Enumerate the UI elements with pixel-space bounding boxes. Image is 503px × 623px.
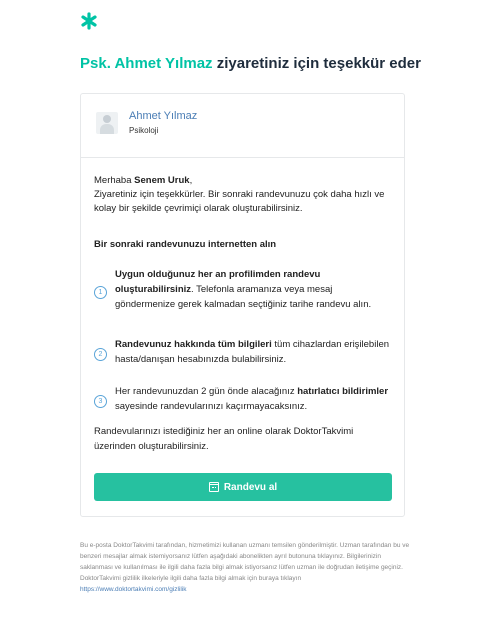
email-card xyxy=(80,93,405,517)
book-appointment-label: Randevu al xyxy=(223,481,278,493)
greeting-comma: , xyxy=(189,175,193,186)
step-bold: hatırlatıcı bildirimler xyxy=(297,386,389,397)
doctor-name-link[interactable]: Ahmet Yılmaz xyxy=(129,110,198,122)
privacy-link[interactable]: https://www.doktortakvimi.com/gizlilik xyxy=(80,586,187,593)
step-text: tüm cihazlardan erişilebilen hasta/danışan hesabınızda bulabilirsiniz. xyxy=(115,339,390,365)
step-text: . Telefonla aramanıza veya mesaj göndermenize gerek kalmadan seçtiğiniz tarihe randevu alın. xyxy=(115,284,372,310)
step-text: sayesinde randevularınızı kaçırmayacaksınız. xyxy=(115,401,308,412)
footer-disclaimer xyxy=(80,540,410,595)
step-number-icon: 3 xyxy=(94,395,107,408)
headline-text: ziyaretiniz için teşekkür eder xyxy=(212,55,421,72)
greeting-hello: Merhaba xyxy=(94,175,135,186)
calendar-icon xyxy=(209,482,219,492)
doctor-header xyxy=(81,94,404,158)
headline-doctor-name: Psk. Ahmet Yılmaz xyxy=(80,55,213,72)
step-number-icon: 2 xyxy=(94,348,107,361)
greeting-block xyxy=(94,174,396,216)
step-bold: Uygun olduğunuz her an profilimden randevu oluşturabilirsiniz xyxy=(115,269,321,295)
doctor-specialty: Psikoloji xyxy=(129,126,159,135)
closing-text: Randevularınızı istediğiniz her an online olarak DoktorTakvimi üzerinden oluşturabilirsiniz. xyxy=(94,426,354,452)
patient-name: Senem Uruk xyxy=(134,175,190,186)
step-bold: Randevunuz hakkında tüm bilgileri xyxy=(115,339,272,350)
footer-text: Bu e-posta DoktorTakvimi tarafından, hizmetimizi kullanan uzmanı temsilen gönderilmiştir. Uzman tarafından bu ve benzeri mesajlar almak istemiyorsanız lütfen aşağıdaki abonelikten ayrıl butonuna tıklayınız. Bilgilerinizin saklanması ve kullanılması ile ilgili daha fazla bilgi almak istiyorsanız lütfen uzman ile doğrudan iletişime geçiniz. DoktorTakvimi gizlilik ilkeleriyle ilgili daha fazla bilgi almak için buraya tıklayın xyxy=(80,542,410,582)
avatar xyxy=(96,112,118,134)
greeting-text: Ziyaretiniz için teşekkürler. Bir sonraki randevunuzu çok daha hızlı ve kolay bir şekilde çevrimiçi olarak oluşturabilirsiniz. xyxy=(94,189,385,214)
book-appointment-button[interactable] xyxy=(94,473,392,501)
asterisk-logo-icon xyxy=(80,12,98,30)
page-headline xyxy=(80,55,421,72)
step-pre: Her randevunuzdan 2 gün önde alacağınız xyxy=(115,386,298,397)
step-number-icon: 1 xyxy=(94,286,107,299)
section-title: Bir sonraki randevunuzu internetten alın xyxy=(94,239,277,250)
